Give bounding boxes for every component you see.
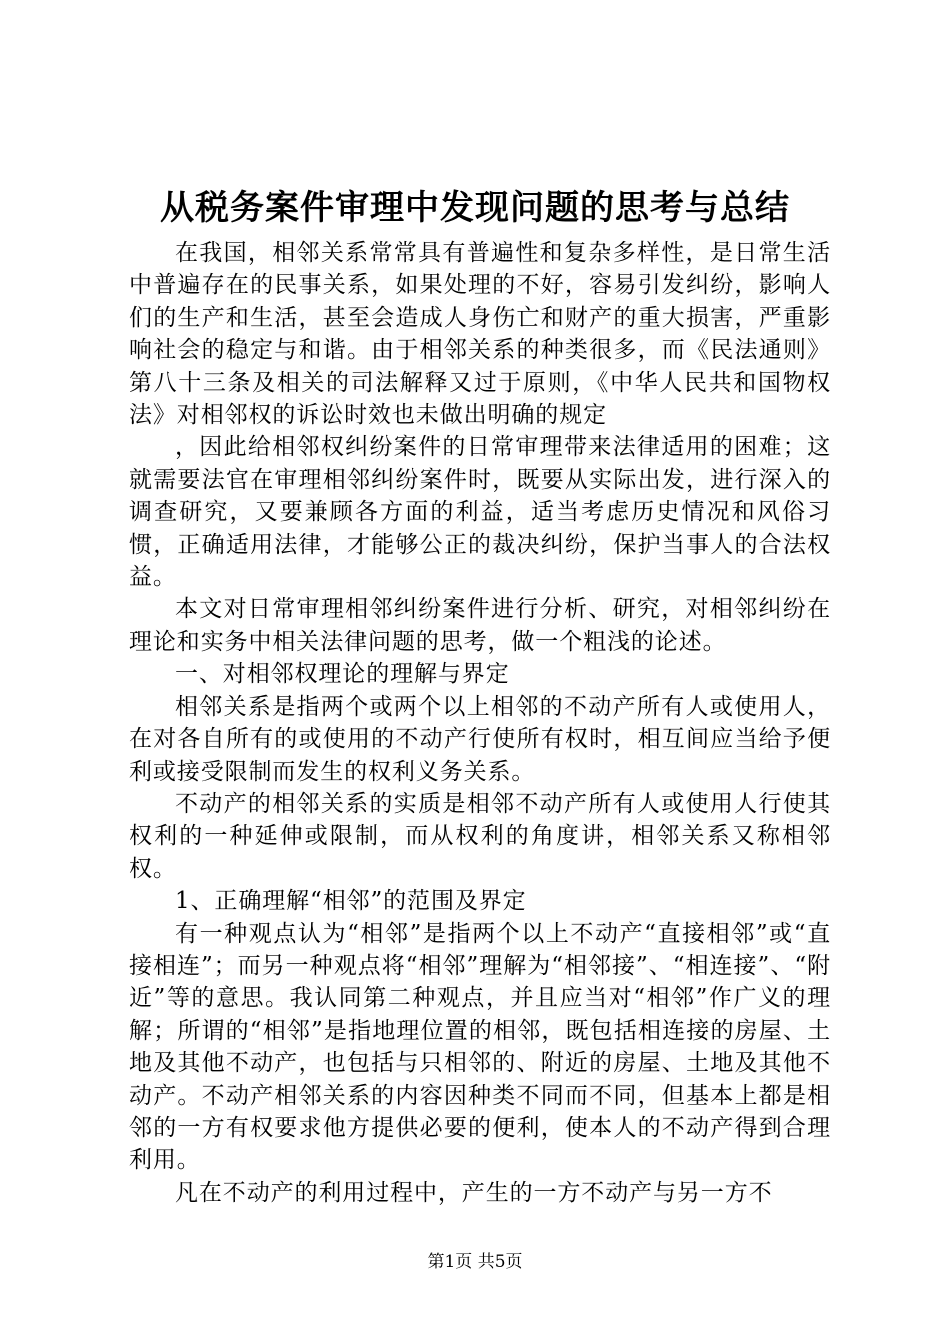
body-paragraph: ，因此给相邻权纠纷案件的日常审理带来法律适用的困难；这就需要法官在审理相邻纠纷案件时，既要从实际出发，进行深入的调查研究，又要兼顾各方面的利益，适当考虑历史情况和风俗习惯，正确适用法律，才能够公正的裁决纠纷，保护当事人的合法权益。 (129, 434, 831, 591)
body-paragraph: 不动产的相邻关系的实质是相邻不动产所有人或使用人行使其权利的一种延伸或限制，而从权利的角度讲，相邻关系又称相邻权。 (129, 790, 831, 882)
body-paragraph: 本文对日常审理相邻纠纷案件进行分析、研究，对相邻纠纷在理论和实务中相关法律问题的思考，做一个粗浅的论述。 (129, 596, 831, 655)
body-paragraph: 凡在不动产的利用过程中，产生的一方不动产与另一方不 (175, 1179, 773, 1206)
section-heading: 一、对相邻权理论的理解与界定 (175, 661, 510, 688)
document-title: 从税务案件审理中发现问题的思考与总结 (160, 188, 790, 228)
subsection-heading: 1、正确理解“相邻”的范围及界定 (175, 888, 527, 915)
body-paragraph: 在我国，相邻关系常常具有普遍性和复杂多样性，是日常生活中普遍存在的民事关系，如果处理的不好，容易引发纠纷，影响人们的生产和生活，甚至会造成人身伤亡和财产的重大损害，严重影响社会的稳定与和谐。由于相邻关系的种类很多，而《民法通则》第八十三条及相关的司法解释又过于原则，《中华人民共和国物权法》对相邻权的诉讼时效也未做出明确的规定 (129, 240, 831, 429)
body-paragraph: 相邻关系是指两个或两个以上相邻的不动产所有人或使用人，在对各自所有的或使用的不动产行使所有权时，相互间应当给予便利或接受限制而发生的权利义务关系。 (129, 693, 831, 785)
page-number-footer: 第1页 共5页 (427, 1252, 523, 1272)
body-paragraph: 有一种观点认为“相邻”是指两个以上不动产“直接相邻”或“直接相连”；而另一种观点将“相邻”理解为“相邻接”、“相连接”、“附近”等的意思。我认同第二种观点，并且应当对“相邻”作广义的理解；所谓的“相邻”是指地理位置的相邻，既包括相连接的房屋、土地及其他不动产，也包括与只相邻的、附近的房屋、土地及其他不动产。不动产相邻关系的内容因种类不同而不同，但基本上都是相邻的一方有权要求他方提供必要的便利，使本人的不动产得到合理利用。 (129, 920, 831, 1174)
document-body (129, 237, 831, 1209)
